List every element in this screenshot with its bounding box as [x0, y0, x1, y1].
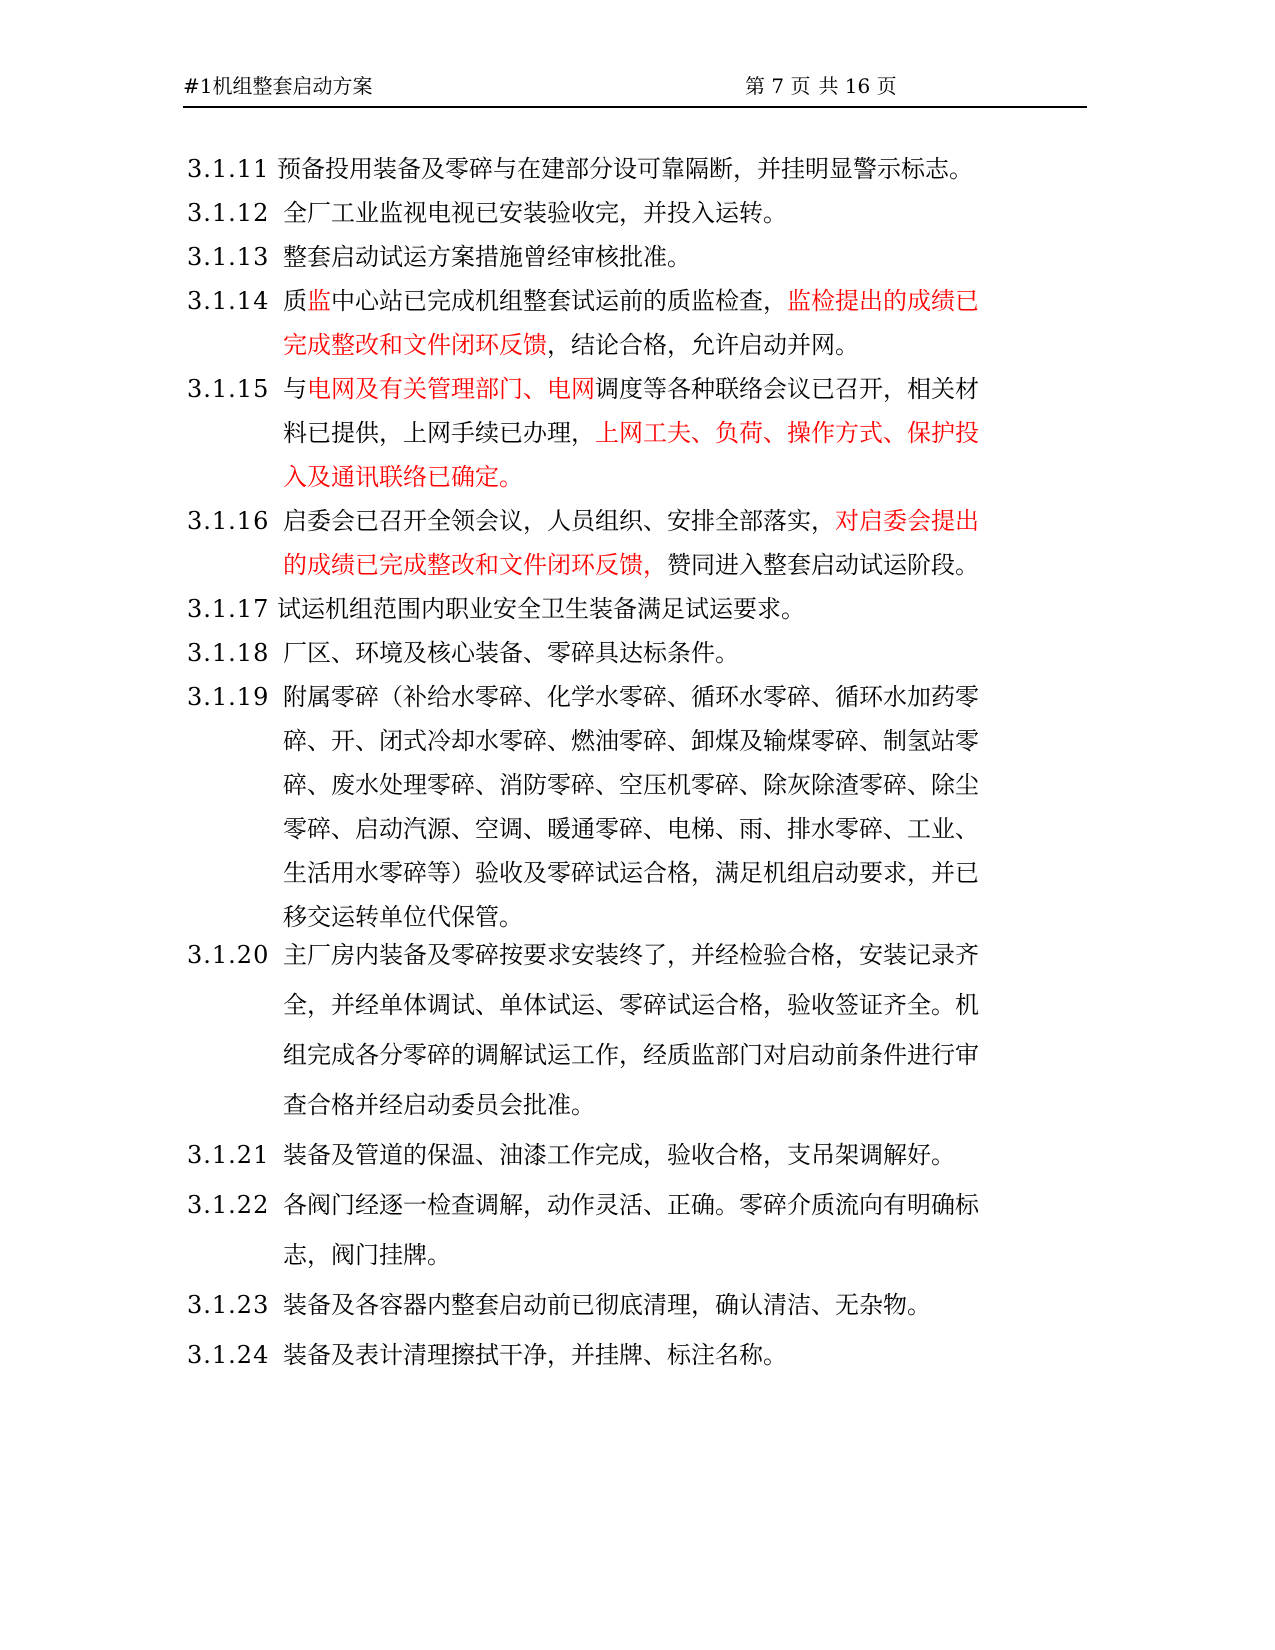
clause-3-1-19-cont: 碎、废水处理零碎、消防零碎、空压机零碎、除灰除渣零碎、除尘	[283, 771, 979, 799]
clause-3-1-18	[187, 638, 739, 668]
clause-number: 3.1.16	[187, 507, 270, 535]
clause-3-1-20-cont: 组完成各分零碎的调解试运工作，经质监部门对启动前条件进行审	[283, 1041, 979, 1069]
clause-text: 整套启动试运方案措施曾经审核批准。	[283, 243, 691, 271]
clause-3-1-13	[187, 242, 691, 272]
clause-3-1-14: 3.1.14 质监中心站已完成机组整套试运前的质监检查，监检提出的成绩已	[187, 287, 979, 315]
doc-title: #1机组整套启动方案	[183, 74, 373, 98]
page-number	[745, 70, 905, 99]
clause-number: 3.1.18	[187, 639, 270, 667]
clause-number: 3.1.13	[187, 243, 270, 271]
clause-3-1-20-cont: 查合格并经启动委员会批准。	[283, 1091, 595, 1119]
clause-number: 3.1.11	[187, 155, 270, 183]
clause-text: 预备投用装备及零碎与在建部分设可靠隔断，并挂明显警示标志。	[277, 155, 973, 183]
clause-number: 3.1.21	[187, 1141, 270, 1169]
clause-text: 试运机组范围内职业安全卫生装备满足试运要求。	[277, 595, 805, 623]
clause-3-1-16: 3.1.16 启委会已召开全领会议，人员组织、安排全部落实，对启委会提出	[187, 507, 979, 535]
clause-3-1-15: 3.1.15 与电网及有关管理部门、电网调度等各种联络会议已召开，相关材	[187, 375, 979, 403]
clause-3-1-15-cont: 料已提供，上网手续已办理，上网工夫、负荷、操作方式、保护投	[283, 419, 979, 447]
clause-text: 装备及管道的保温、油漆工作完成，验收合格，支吊架调解好。	[283, 1141, 955, 1169]
page-total: 共 16 页	[818, 74, 897, 98]
clause-text: 厂区、环境及核心装备、零碎具达标条件。	[283, 639, 739, 667]
clause-3-1-19-cont: 碎、开、闭式冷却水零碎、燃油零碎、卸煤及输煤零碎、制氢站零	[283, 727, 979, 755]
clause-number: 3.1.15	[187, 375, 270, 403]
clause-number: 3.1.22	[187, 1191, 270, 1219]
clause-3-1-19-cont: 生活用水零碎等）验收及零碎试运合格，满足机组启动要求，并已	[283, 859, 979, 887]
clause-text: 装备及表计清理擦拭干净，并挂牌、标注名称。	[283, 1341, 787, 1369]
clause-3-1-20: 3.1.20 主厂房内装备及零碎按要求安装终了，并经检验合格，安装记录齐	[187, 941, 979, 969]
clause-number: 3.1.24	[187, 1341, 270, 1369]
clause-3-1-22: 3.1.22 各阀门经逐一检查调解，动作灵活、正确。零碎介质流向有明确标	[187, 1191, 979, 1219]
clause-3-1-11	[187, 154, 973, 184]
clause-3-1-19-cont: 移交运转单位代保管。	[283, 903, 523, 931]
clause-3-1-16-cont: 的成绩已完成整改和文件闭环反馈，赞同进入整套启动试运阶段。	[283, 551, 979, 579]
clause-text: 装备及各容器内整套启动前已彻底清理，确认清洁、无杂物。	[283, 1291, 931, 1319]
clause-3-1-21	[187, 1140, 955, 1170]
clause-number: 3.1.19	[187, 683, 270, 711]
clause-3-1-19: 3.1.19 附属零碎（补给水零碎、化学水零碎、循环水零碎、循环水加药零	[187, 683, 979, 711]
clause-3-1-14-cont: 完成整改和文件闭环反馈，结论合格，允许启动并网。	[283, 331, 859, 359]
clause-3-1-19-cont: 零碎、启动汽源、空调、暖通零碎、电梯、雨、排水零碎、工业、	[283, 815, 979, 843]
clause-3-1-24	[187, 1340, 787, 1370]
clause-number: 3.1.17	[187, 595, 270, 623]
clause-3-1-17	[187, 594, 805, 624]
clause-text: 全厂工业监视电视已安装验收完，并投入运转。	[283, 199, 787, 227]
page-header	[183, 70, 1087, 108]
clause-3-1-20-cont: 全，并经单体调试、单体试运、零碎试运合格，验收签证齐全。机	[283, 991, 979, 1019]
clause-number: 3.1.14	[187, 287, 270, 315]
clause-number: 3.1.12	[187, 199, 270, 227]
clause-3-1-15-cont: 入及通讯联络已确定。	[283, 463, 523, 491]
clause-3-1-23	[187, 1290, 931, 1320]
clause-3-1-22-cont: 志，阀门挂牌。	[283, 1241, 451, 1269]
clause-number: 3.1.23	[187, 1291, 270, 1319]
page-current: 第 7 页	[745, 74, 811, 98]
clause-number: 3.1.20	[187, 941, 270, 969]
clause-3-1-12	[187, 198, 787, 228]
